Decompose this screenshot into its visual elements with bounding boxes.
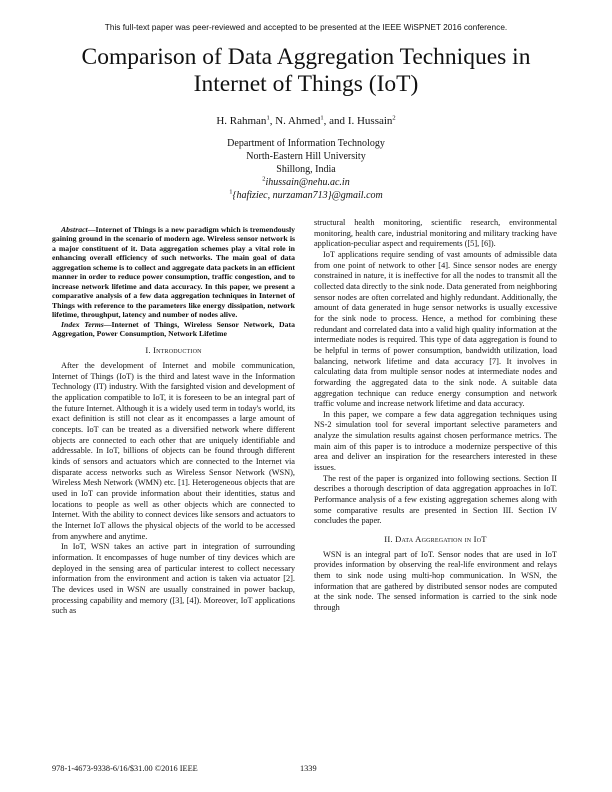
paragraph: In this paper, we compare a few data aggregation techniques using NS-2 simulation tool for several important selective parameters and analyze the simulation results against chosen performance metrics. The main aim of this paper is to introduce a modernize perspective of this area and deliver an inspiration for the researchers interested in these issues. <box>314 409 557 473</box>
paragraph: IoT applications require sending of vast amounts of admissible data from one point of network to other [4]. Since sensor nodes are energy constrained in nature, it is ineffective for all the nodes to transmit all the collected data directly to the sink node. Data generated from neighboring sensor nodes are often correlated and highly redundant. Additionally, the amount of data generated in huge sensor networks is usually excessive for the sink node to process. Hence, a method for combining these redundant and correlated data into a valid high quality information at the intermediate nodes is required. This type of data aggregation is found to be helpful in terms of power consumption, bandwidth utilization, load balancing, network lifetime and data accuracy [7]. It involves in calculating data from multiple sensor nodes at intermediate nodes and forwarding the aggregated data to the sink node. A suitable data aggregation technique can reduce energy consumption and network traffic volume and increase network lifetime and data accuracy. <box>314 249 557 409</box>
department: Department of Information Technology <box>227 138 385 149</box>
email-mark: 1 <box>229 188 233 196</box>
email-line <box>0 176 612 189</box>
paragraph: The rest of the paper is organized into following sections. Section II describes a thorough description of data aggregation approaches in IoT. Performance analysis of a few existing aggregation schemes along with some comparative results are presented in Section III. Section IV concludes the paper. <box>314 473 557 526</box>
university: North-Eastern Hill University <box>246 151 366 162</box>
paper-title: Comparison of Data Aggregation Techniques in Internet of Things (IoT) <box>81 44 531 97</box>
index-terms-lead: Index Terms <box>61 319 104 329</box>
index-terms <box>52 320 295 339</box>
city: Shillong, India <box>276 164 336 175</box>
abstract-lead: Abstract <box>61 225 88 234</box>
email-address[interactable]: {hafiziec, nurzaman713}@gmail.com <box>232 190 383 201</box>
paragraph: structural health monitoring, scientific research, environmental monitoring, health care, industrial monitoring and military tracking have application-peculiar aspect and requirements ([5], [6]). <box>314 218 557 249</box>
right-column <box>314 218 557 614</box>
section-heading: II. Data Aggregation in IoT <box>384 534 487 545</box>
index-terms-text: —Internet of Things, Wireless Sensor Network, Data Aggregation, Power Consumption, Network Lifetime <box>52 319 295 338</box>
author-affiliation-mark: 1 <box>266 114 270 122</box>
email-mark: 2 <box>262 175 266 183</box>
author-list: H. Rahman$^1$, N. Ahmed$^1$, and I. Hussain$^2$ <box>216 114 396 127</box>
paragraph: WSN is an integral part of IoT. Sensor nodes that are used in IoT provides information by observing the real-life environment and relays them to sink node using multi-hop communication. In WSN, the information that are gathered by distributed sensor nodes are computed at the sink node. The sensed information is carried to the sink node through <box>314 549 557 612</box>
paragraph: In IoT, WSN takes an active part in integration of surrounding information. It encompasses of huge number of tiny devices which are deployed in the sensing area of particular interest to collect necessary information from the environment and action is taken via actuator [2]. The devices used in WSN are usually constrained in power backup, processing capability and memory ([3], [4]). Moreover, IoT applications such as <box>52 542 295 616</box>
author-name: I. Hussain <box>347 115 393 127</box>
author-name: N. Ahmed <box>275 115 321 127</box>
author-affiliation-mark: 2 <box>392 114 396 122</box>
author-name: H. Rahman <box>216 115 267 127</box>
paragraph: After the development of Internet and mobile communication, Internet of Things (IoT) is the third and latest wave in the Information Technology (IT) industry. With the farsighted vision and development of the application compatible to IoT, it is foreseen to be an integral part of the future Internet. Although it is a widely used term in today's world, its exact definition is still not clear as it encompasses a large amount of concepts. IoT can be treated as a diversified network where different objects are connected to each other that are uniquely identifiable and addressable. In IoT, billions of objects can be found through different kinds of sensors and actuators which are connected to the Internet via disparate access networks such as Wireless Sensor Network (WSN), Wireless Mesh Network (WMN) etc. [1]. Heterogeneous objects that are used in IoT can provide information about their identities, status and locations to people as well as other objects which are connected to Internet. With the ability to connect devices like sensors and actuators to the Internet IoT allows the physical objects of the world to be accessed from anywhere and anytime. <box>52 361 295 541</box>
abstract <box>52 225 295 320</box>
section-heading: I. Introduction <box>145 345 202 356</box>
email-address[interactable]: ihussain@nehu.ac.in <box>265 177 350 188</box>
email-line <box>0 189 612 202</box>
left-column <box>52 225 295 617</box>
affiliation-block <box>0 137 612 202</box>
footer-isbn: 978-1-4673-9338-6/16/$31.00 ©2016 IEEE <box>52 764 198 773</box>
conference-notice: This full-text paper was peer-reviewed and accepted to be presented at the IEEE WiSPNET 2016 conference. <box>104 22 508 32</box>
author-affiliation-mark: 1 <box>320 114 324 122</box>
page-number: 1339 <box>300 764 317 773</box>
abstract-text: —Internet of Things is a new paradigm which is tremendously gaining ground in the scenario of modern age. Wireless sensor network is a major constituent of it. Data aggregation schemes play a vital role in enhancing overall efficiency of such networks. The main goal of data aggregation scheme is to collect and aggregate data packets in an efficient manner in order to reduce power consumption, traffic congestion, and to increase network lifetime and data accuracy. In this paper, we present a comparative analysis of a few data aggregation techniques in Internet of Things with reference to the parameters like energy dissipation, network lifetime, throughput, latency and number of nodes alive. <box>52 225 295 320</box>
